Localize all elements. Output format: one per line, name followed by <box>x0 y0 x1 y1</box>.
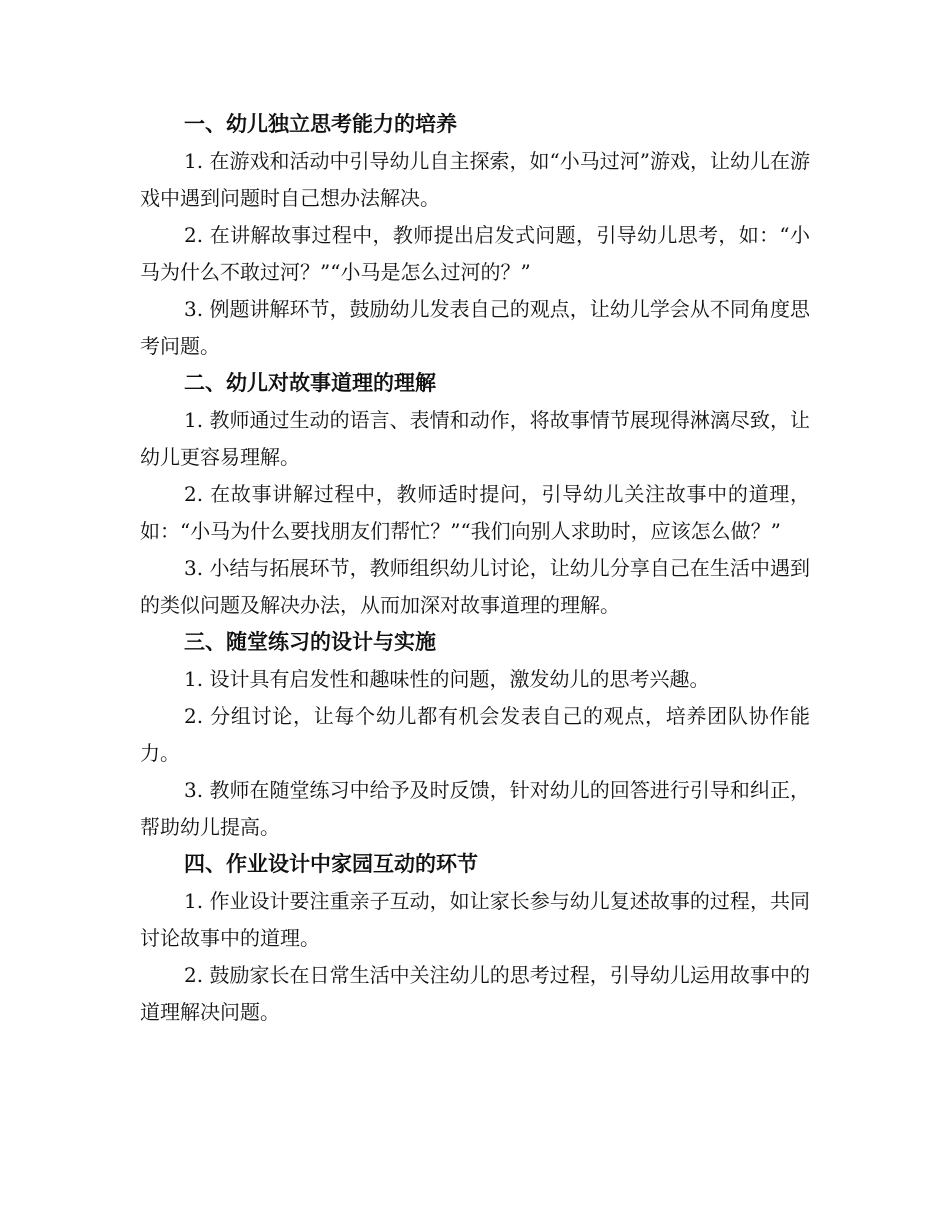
section-heading: 二、幼儿对故事道理的理解 <box>184 371 436 395</box>
list-item: 1. 设计具有启发性和趣味性的问题，激发幼儿的思考兴趣。 <box>184 667 710 691</box>
section-home-school-interaction <box>140 846 810 1031</box>
section-classroom-practice <box>140 624 810 846</box>
list-item: 1. 在游戏和活动中引导幼儿自主探索，如“小马过河”游戏，让幼儿在游戏中遇到问题时自己想办法解决。 <box>140 149 810 210</box>
section-story-understanding <box>140 365 810 624</box>
list-item: 1. 教师通过生动的语言、表情和动作，将故事情节展现得淋漓尽致，让幼儿更容易理解。 <box>140 408 810 469</box>
section-heading: 四、作业设计中家园互动的环节 <box>184 852 478 876</box>
section-heading: 三、随堂练习的设计与实施 <box>184 630 436 654</box>
document-body <box>140 106 810 1031</box>
list-item: 2. 在故事讲解过程中，教师适时提问，引导幼儿关注故事中的道理，如：“小马为什么要找朋友们帮忙？”“我们向别人求助时，应该怎么做？” <box>140 482 810 543</box>
list-item: 3. 例题讲解环节，鼓励幼儿发表自己的观点，让幼儿学会从不同角度思考问题。 <box>140 297 810 358</box>
list-item: 3. 小结与拓展环节，教师组织幼儿讨论，让幼儿分享自己在生活中遇到的类似问题及解决办法，从而加深对故事道理的理解。 <box>140 556 810 617</box>
section-independent-thinking <box>140 106 810 365</box>
section-heading: 一、幼儿独立思考能力的培养 <box>184 112 457 136</box>
list-item: 2. 在讲解故事过程中，教师提出启发式问题，引导幼儿思考，如：“小马为什么不敢过河？”“小马是怎么过河的？” <box>140 223 810 284</box>
list-item: 3. 教师在随堂练习中给予及时反馈，针对幼儿的回答进行引导和纠正，帮助幼儿提高。 <box>140 778 810 839</box>
list-item: 2. 鼓励家长在日常生活中关注幼儿的思考过程，引导幼儿运用故事中的道理解决问题。 <box>140 963 810 1024</box>
list-item: 1. 作业设计要注重亲子互动，如让家长参与幼儿复述故事的过程，共同讨论故事中的道理。 <box>140 889 810 950</box>
list-item: 2. 分组讨论，让每个幼儿都有机会发表自己的观点，培养团队协作能力。 <box>140 704 810 765</box>
